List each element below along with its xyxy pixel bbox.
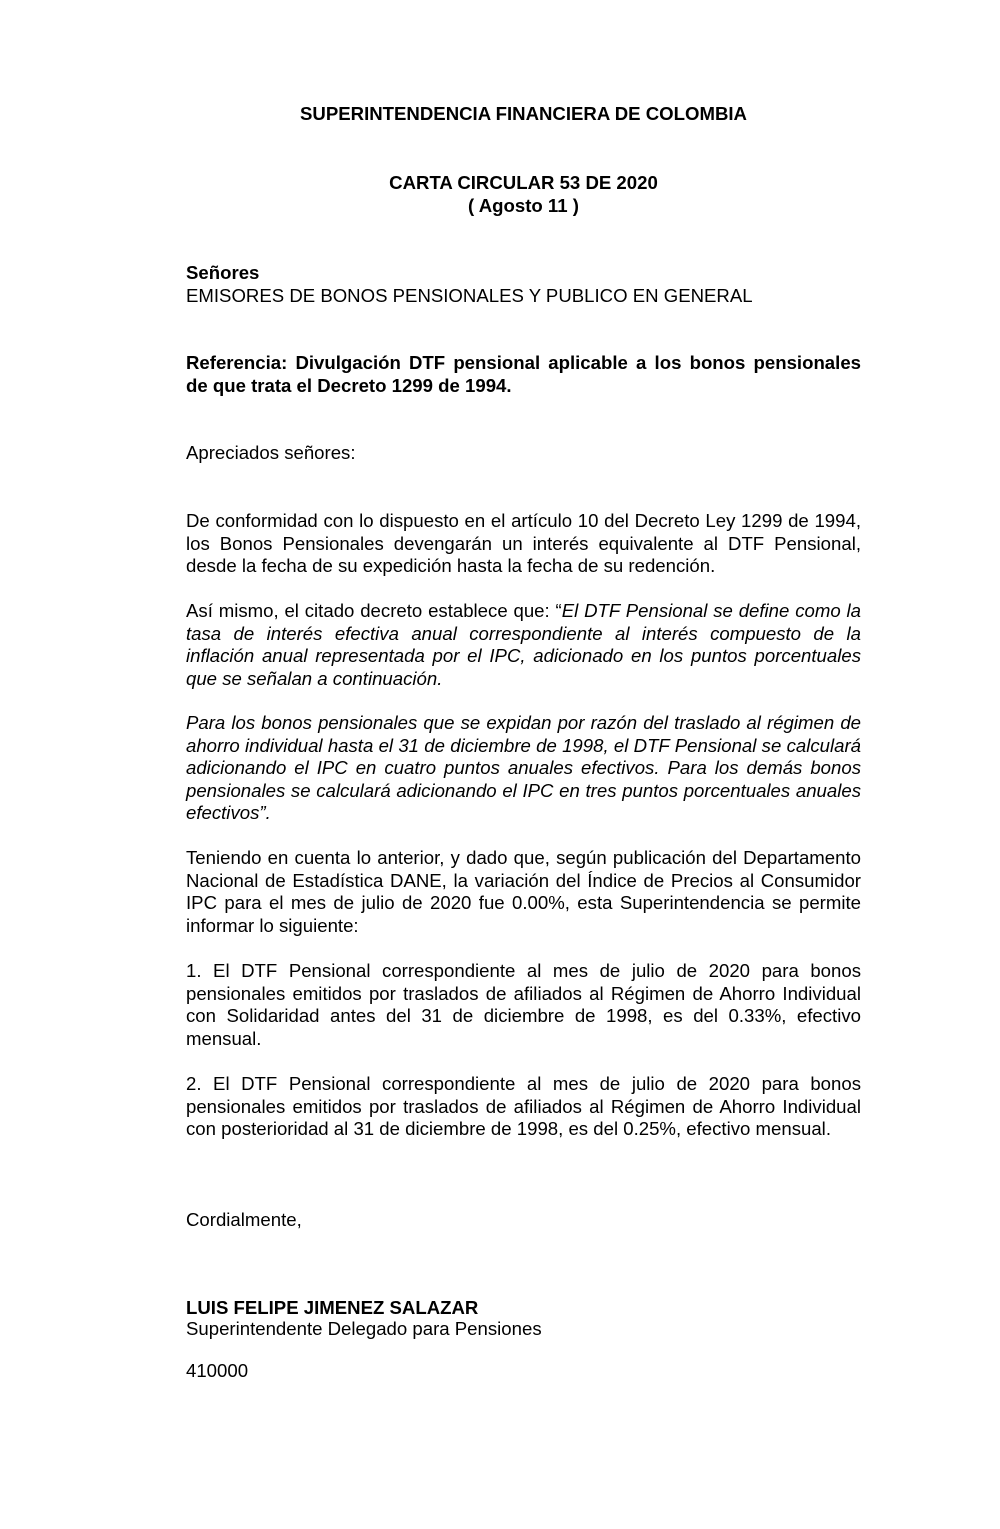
document-title: CARTA CIRCULAR 53 DE 2020 [389,172,658,193]
institution-heading: SUPERINTENDENCIA FINANCIERA DE COLOMBIA [300,103,747,124]
paragraph-2-intro: Así mismo, el citado decreto establece que: “ [186,600,562,621]
salutation-label: Señores [186,262,260,283]
addressee: EMISORES DE BONOS PENSIONALES Y PUBLICO EN GENERAL [186,285,753,306]
closing: Cordialmente, [186,1209,302,1230]
body-paragraph-2 [186,600,861,690]
reference-code: 410000 [186,1360,249,1381]
list-item-2: 2. El DTF Pensional correspondiente al mes de julio de 2020 para bonos pensionales emitidos por traslados de afiliados al Régimen de Ahorro Individual con posterioridad al 31 de diciembre de 1998, es del 0.25%, efectivo mensual. [186,1073,861,1139]
document-date: ( Agosto 11 ) [468,195,579,216]
body-paragraph-4: Teniendo en cuenta lo anterior, y dado que, según publicación del Departamento Nacional de Estadística DANE, la variación del Índice de Precios al Consumidor IPC para el mes de julio de 2020 fue 0.00%, esta Superintendencia se permite informar lo siguiente: [186,847,861,936]
decree-quote-2: Para los bonos pensionales que se expidan por razón del traslado al régimen de ahorro individual hasta el 31 de diciembre de 1998, el DTF Pensional se calculará adicionando el IPC en cuatro puntos anuales efectivos. Para los demás bonos pensionales se calculará adicionando el IPC en tres puntos porcentuales anuales efectivos”. [186,712,861,823]
body-paragraph-1: De conformidad con lo dispuesto en el artículo 10 del Decreto Ley 1299 de 1994, los Bonos Pensionales devengarán un interés equivalente al DTF Pensional, desde la fecha de su expedición hasta la fecha de su redención. [186,510,861,576]
reference-line: Referencia: Divulgación DTF pensional aplicable a los bonos pensionales de que trata el Decreto 1299 de 1994. [186,352,861,396]
signatory-name: LUIS FELIPE JIMENEZ SALAZAR [186,1297,479,1318]
decree-quote-1: El DTF Pensional se define como la tasa de interés efectiva anual correspondiente al interés compuesto de la inflación anual representada por el IPC, adicionado en los puntos porcentuales que se señalan a continuación. [186,600,861,689]
signatory-role: Superintendente Delegado para Pensiones [186,1318,542,1339]
list-item-1: 1. El DTF Pensional correspondiente al mes de julio de 2020 para bonos pensionales emitidos por traslados de afiliados al Régimen de Ahorro Individual con Solidaridad antes del 31 de diciembre de 1998, es del 0.33%, efectivo mensual. [186,960,861,1049]
greeting: Apreciados señores: [186,442,356,463]
